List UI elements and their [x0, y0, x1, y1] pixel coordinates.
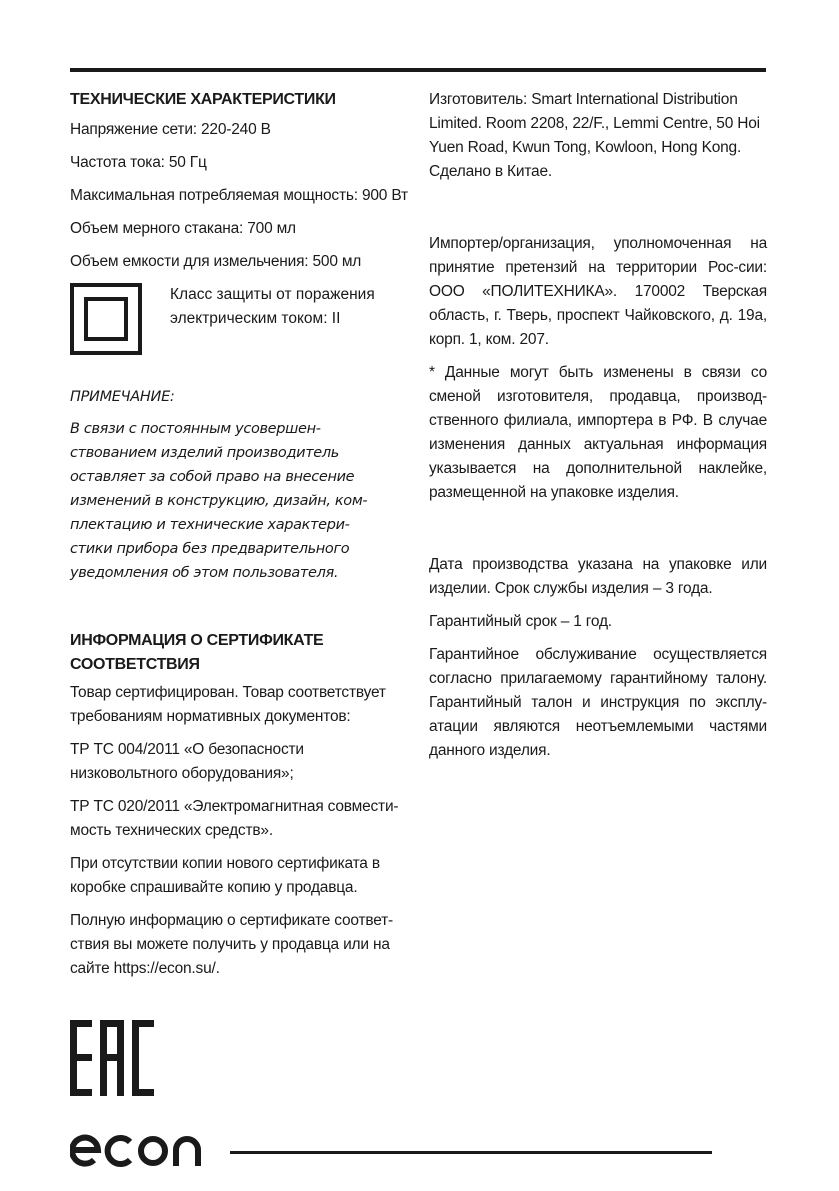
left-column: [70, 88, 410, 990]
note-line: уведомления об этом пользователя.: [70, 565, 339, 581]
note-line: В связи с постоянным усовершен-: [70, 421, 321, 437]
manufacturer-info: Изготовитель: Smart International Distribution Limited. Room 2208, 22/F., Lemmi Centre, 50 Hoi Yuen Road, Kwun Tong, Kowloon, Hong Kong. Сделано в Китае.: [429, 91, 760, 180]
note-line: ствованием изделий производитель: [70, 445, 339, 461]
certificate-section: [70, 629, 410, 981]
top-divider: [70, 68, 766, 72]
spec-voltage: Напряжение сети: 220-240 В: [70, 121, 271, 138]
eac-logo-icon: [70, 1020, 154, 1096]
protection-class-line1: Класс защиты от поражения: [170, 286, 375, 303]
certificate-paragraph: Полную информацию о сертификате соответ-ствия вы можете получить у продавца или на сайте https://econ.su/.: [70, 912, 394, 977]
production-date-info: Дата производства указана на упаковке или изделии. Срок службы изделия – 3 года.: [429, 556, 767, 597]
econ-logo-icon: [70, 1128, 206, 1170]
note-line: изменений в конструкцию, дизайн, ком-: [70, 493, 368, 509]
data-change-disclaimer: * Данные могут быть изменены в связи со сменой изготовителя, продавца, производ-ственного филиала, импортера в РФ. В случае изменения данных актуальная информация указывается на дополнительной наклейке, размещенной на упаковке изделия.: [429, 364, 767, 501]
certificate-paragraph: Товар сертифицирован. Товар соответствует требованиям нормативных документов:: [70, 684, 386, 725]
double-insulation-icon: [70, 283, 142, 355]
spec-chopper-bowl: Объем емкости для измельчения: 500 мл: [70, 253, 362, 270]
spec-power: Максимальная потребляемая мощность: 900 Вт: [70, 187, 408, 204]
spec-measuring-cup: Объем мерного стакана: 700 мл: [70, 220, 296, 237]
protection-class-line2: электрическим током: II: [170, 310, 341, 327]
note-line: оставляет за собой право на внесение: [70, 469, 355, 485]
footer-divider: [230, 1151, 712, 1154]
certificate-heading: [70, 629, 410, 677]
warranty-period: Гарантийный срок – 1 год.: [429, 613, 612, 630]
tech-specs-heading: ТЕХНИЧЕСКИЕ ХАРАКТЕРИСТИКИ: [70, 91, 336, 108]
certificate-paragraph: ТР ТС 004/2011 «О безопасности низковольтного оборудования»;: [70, 741, 304, 782]
warranty-service-info: Гарантийное обслуживание осуществляется согласно прилагаемому гарантийному талону. Гарантийный талон и инструкция по эксплу-атации являются неотъемлемыми частями данного изделия.: [429, 646, 767, 759]
certificate-heading-line1: ИНФОРМАЦИЯ О СЕРТИФИКАТЕ: [70, 632, 324, 649]
certificate-paragraph: ТР ТС 020/2011 «Электромагнитная совмести-мость технических средств».: [70, 798, 399, 839]
certificate-heading-line2: СООТВЕТСТВИЯ: [70, 656, 200, 673]
certificate-paragraph: При отсутствии копии нового сертификата в коробке спрашивайте копию у продавца.: [70, 855, 380, 896]
note-line: стики прибора без предварительного: [70, 541, 350, 557]
note-line: плектацию и технические характери-: [70, 517, 350, 533]
econ-brand-logo: [70, 1128, 206, 1177]
right-column: [429, 88, 767, 772]
spec-frequency: Частота тока: 50 Гц: [70, 154, 207, 171]
note-body: [70, 417, 410, 585]
protection-class-row: [70, 283, 410, 355]
eac-mark: [70, 1020, 154, 1096]
importer-info: Импортер/организация, уполномоченная на принятие претензий на территории Рос-сии: ООО «ПОЛИТЕХНИКА». 170002 Тверская область, г. Тверь, проспект Чайковского, д. 19а, корп. 1, ком. 207.: [429, 235, 767, 348]
note-title: ПРИМЕЧАНИЕ:: [70, 389, 175, 405]
